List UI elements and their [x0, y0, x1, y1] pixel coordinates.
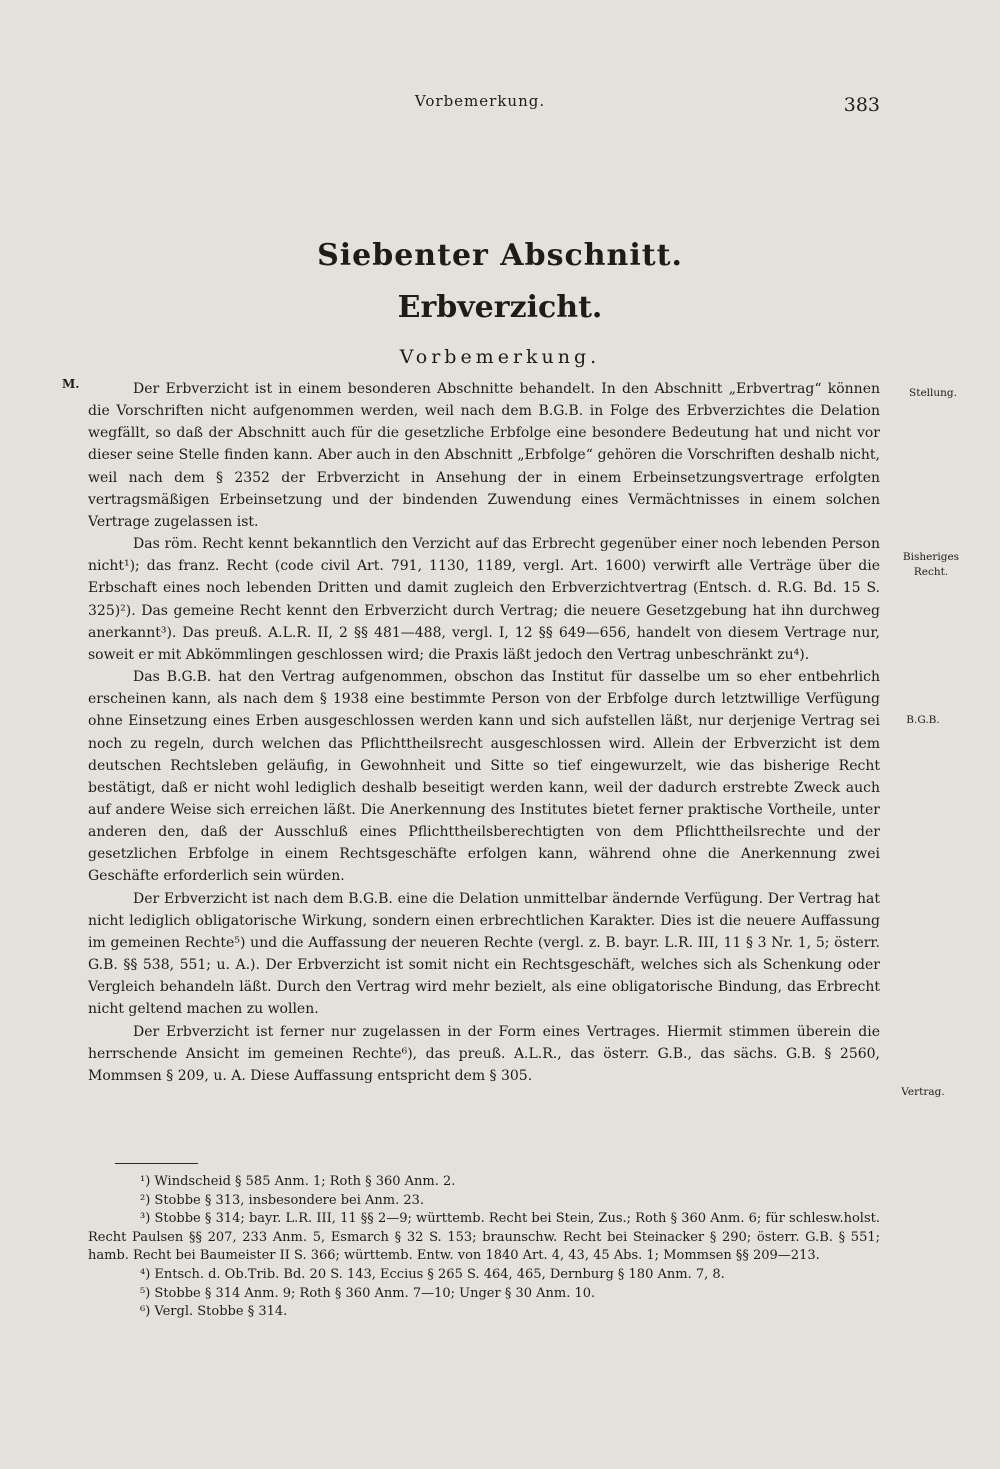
paragraph: Der Erbverzicht ist in einem besonderen Abschnitte behandelt. In den Abschnitt „Erbvertrag“ können die Vorschriften nicht aufgenommen werden, weil nach dem B.G.B. in Folge des Erbverzichtes die Delation wegfällt, so daß der Abschnitt auch für die gesetzliche Erbfolge eine besondere Bedeutung hat und nicht vor dieser seine Stelle finden kann. Aber auch in den Abschnitt „Erbfolge“ gehören die Vorschriften deshalb nicht, weil nach dem § 2352 der Erbverzicht in Ansehung der in einem Erbeinsetzungsvertrage erfolgten vertragsmäßigen Erbeinsetzung und der bindenden Zuwendung eines Vermächtnisses in einem solchen Vertrage zugelassen ist. [88, 381, 880, 530]
footnote: ⁵) Stobbe § 314 Anm. 9; Roth § 360 Anm. 7—10; Unger § 30 Anm. 10. [140, 1285, 596, 1301]
motive-marker: M. [62, 377, 80, 391]
footnotes [88, 1173, 880, 1322]
paragraph: Der Erbverzicht ist nach dem B.G.B. eine die Delation unmittelbar ändernde Verfügung. Der Vertrag hat nicht lediglich obligatorische Wirkung, sondern einen erbrechtlichen Karakter. Dies ist die neuere Auffassung im gemeinen Rechte⁵) und die Auffassung der neueren Rechte (vergl. z. B. bayr. L.R. III, 11 § 3 Nr. 1, 5; österr. G.B. §§ 538, 551; u. A.). Der Erbverzicht ist somit nicht ein Rechtsgeschäft, welches sich als Schenkung oder Vergleich behandeln läßt. Durch den Vertrag wird mehr bezielt, als eine obligatorische Bindung, das Erbrecht nicht geltend machen zu wollen. [88, 890, 880, 1018]
running-head: Vorbemerkung. [414, 92, 546, 110]
paragraph: Das B.G.B. hat den Vertrag aufgenommen, obschon das Institut für dasselbe um so eher entbehrlich erscheinen kann, als nach dem § 1938 eine bestimmte Person von der Erbfolge durch letztwillige Verfügung ohne Einsetzung eines Erben ausgeschlossen werden kann und sich aufstellen läßt, nur derjenige Vertrag sei noch zu regeln, durch welchen das Pflichttheilsrecht ausgeschlossen wird. Allein der Erbverzicht ist dem deutschen Rechtsleben geläufig, in Gewohnheit und Sitte so tief eingewurzelt, wie das bisherige Recht bestätigt, daß er nicht wohl lediglich deshalb beseitigt werden kann, weil der dadurch erstrebte Zweck auch auf andere Weise sich erreichen läßt. Die Anerkennung des Institutes bietet ferner praktische Vortheile, unter anderen den, daß der Ausschluß eines Pflichttheilsberechtigten von dem Pflichttheilsrechte und der gesetzlichen Erbfolge in einem Rechtsgeschäfte erfolgen kann, während ohne die Anerkennung zwei Geschäfte erforderlich sein würden. [88, 669, 880, 885]
margin-note-bisheriges-recht: Bisheriges Recht. [902, 551, 960, 578]
footnote: ³) Stobbe § 314; bayr. L.R. III, 11 §§ 2—9; württemb. Recht bei Stein, Zus.; Roth § 360 Anm. 6; für schlesw.holst. Recht Paulsen §§ 207, 233 Anm. 5, Esmarch § 32 S. 153; braunschw. Recht bei Steinacker § 290; österr. G.B. § 551; hamb. Recht bei Baumeister II S. 366; württemb. Entw. von 1840 Art. 4, 43, 45 Abs. 1; Mommsen §§ 209—213. [88, 1211, 880, 1264]
footnote: ²) Stobbe § 313, insbesondere bei Anm. 23. [140, 1192, 425, 1208]
margin-note-stellung: Stellung. [909, 387, 957, 399]
subtitle: Vorbemerkung. [399, 346, 601, 368]
margin-note-bgb: B.G.B. [906, 714, 940, 726]
section-title: Siebenter Abschnitt. [317, 238, 683, 273]
footnote: ¹) Windscheid § 585 Anm. 1; Roth § 360 Anm. 2. [140, 1174, 456, 1189]
chapter-title: Erbverzicht. [397, 290, 603, 325]
footnote: ⁶) Vergl. Stobbe § 314. [140, 1304, 288, 1320]
paragraph: Das röm. Recht kennt bekanntlich den Verzicht auf das Erbrecht gegenüber einer noch lebenden Person nicht¹); das franz. Recht (code civil Art. 791, 1130, 1189, vergl. Art. 1600) verwirft alle Verträge über die Erbschaft eines noch lebenden Dritten und damit zugleich den Erbverzichtvertrag (Entsch. d. R.G. Bd. 15 S. 325)²). Das gemeine Recht kennt den Erbverzicht durch Vertrag; die neuere Gesetzgebung hat ihn durchweg anerkannt³). Das preuß. A.L.R. II, 2 §§ 481—488, vergl. I, 12 §§ 649—656, handelt von diesem Vertrage nur, soweit er mit Abkömmlingen geschlossen wird; die Praxis läßt jedoch den Vertrag unbeschränkt zu⁴). [88, 536, 880, 663]
footnote-divider [115, 1163, 198, 1164]
paragraph: Der Erbverzicht ist ferner nur zugelassen in der Form eines Vertrages. Hiermit stimmen überein die herrschende Ansicht im gemeinen Rechte⁶), das preuß. A.L.R., das österr. G.B., das sächs. G.B. § 2560, Mommsen § 209, u. A. Diese Auffassung entspricht dem § 305. [88, 1023, 880, 1084]
page-number: 383 [843, 94, 880, 116]
margin-note-vertrag: Vertrag. [901, 1086, 945, 1098]
body-text [88, 378, 880, 1087]
footnote: ⁴) Entsch. d. Ob.Trib. Bd. 20 S. 143, Eccius § 265 S. 464, 465, Dernburg § 180 Anm. 7, 8. [140, 1266, 725, 1282]
